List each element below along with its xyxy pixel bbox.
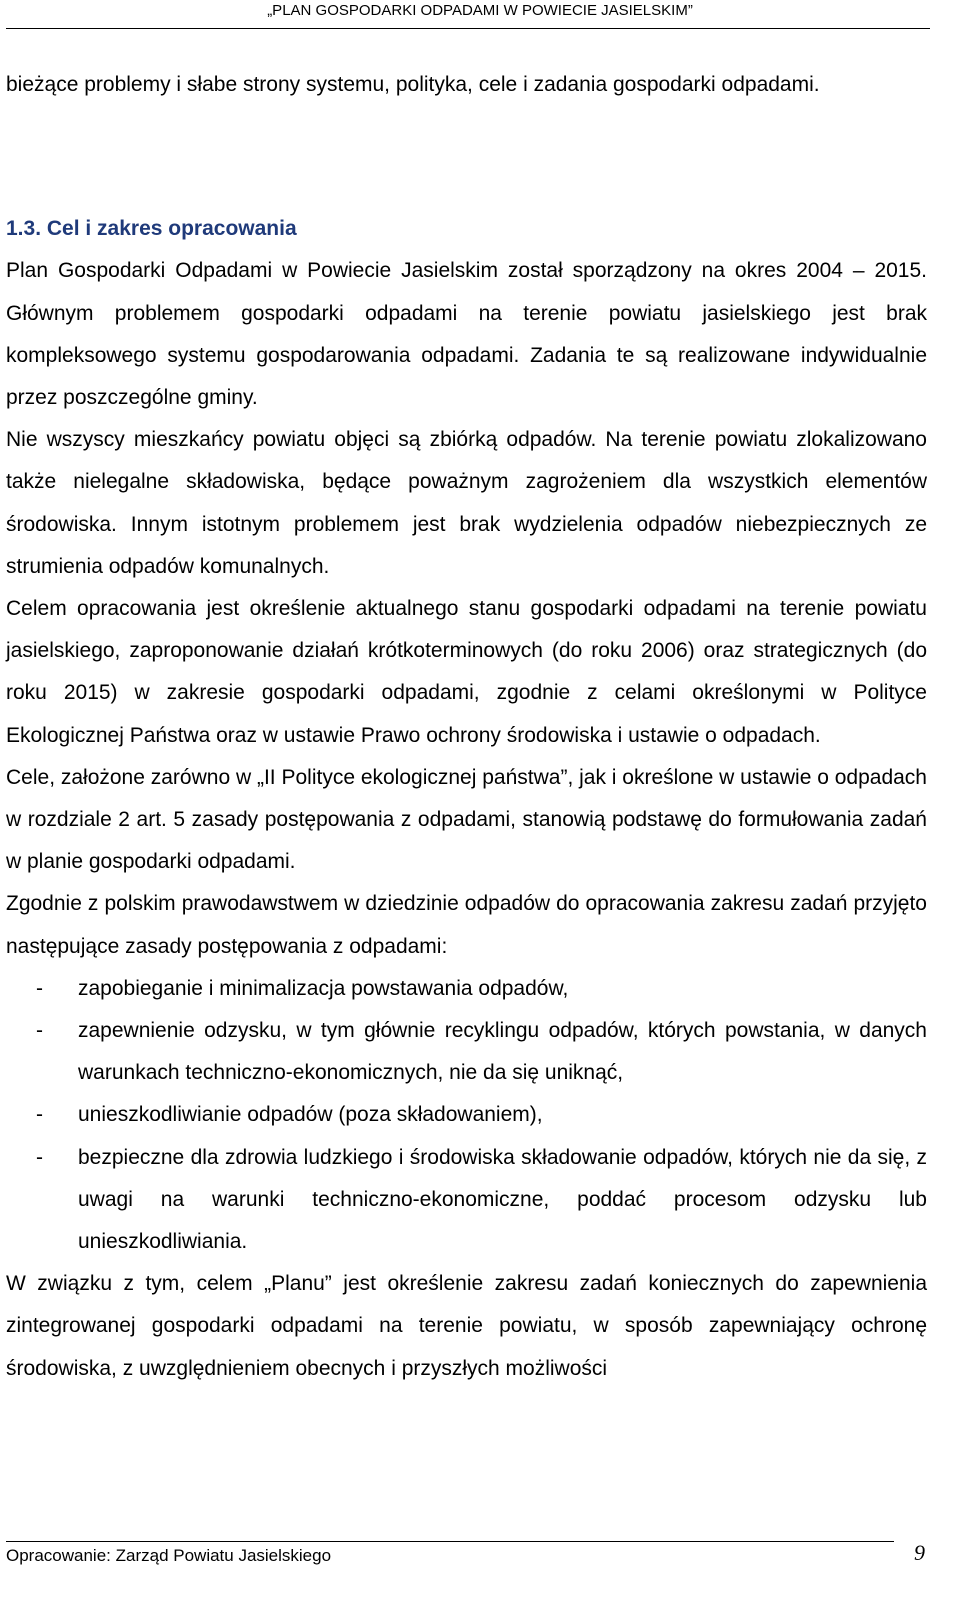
body-paragraph: Zgodnie z polskim prawodawstwem w dziedzinie odpadów do opracowania zakresu zadań przyjęto następujące zasady postępowania z odpadami: [6, 892, 927, 958]
list-bullet: - [36, 1145, 43, 1169]
body-paragraph: Cele, założone zarówno w „II Polityce ekologicznej państwa”, jak i określone w ustawie o odpadach w rozdziale 2 art. 5 zasady postępowania z odpadami, stanowią podstawę do formułowania zadań w planie gospodarki odpadami. [6, 765, 927, 874]
list-item-text: zapobieganie i minimalizacja powstawania odpadów, [78, 976, 569, 1000]
body-paragraph: Nie wszyscy mieszkańcy powiatu objęci są zbiórką odpadów. Na terenie powiatu zlokalizowano także nielegalne składowiska, będące poważnym zagrożeniem dla wszystkich elementów środowiska. Innym istotnym problemem jest brak wydzielenia odpadów niebezpiecznych ze strumienia odpadów komunalnych. [6, 428, 927, 578]
header-divider [6, 28, 930, 29]
list-bullet: - [36, 1019, 43, 1043]
document-body [6, 64, 927, 1390]
list-item-text: zapewnienie odzysku, w tym głównie recyklingu odpadów, których powstania, w danych warunkach techniczno-ekonomicznych, nie da się uniknąć, [78, 1019, 927, 1085]
closing-paragraph: W związku z tym, celem „Planu” jest określenie zakresu zadań koniecznych do zapewnienia zintegrowanej gospodarki odpadami na terenie powiatu, w sposób zapewniający ochronę środowiska, z uwzględnieniem obecnych i przyszłych możliwości [6, 1272, 927, 1380]
page-number: 9 [914, 1540, 925, 1565]
list-item [6, 968, 927, 1010]
list-bullet: - [36, 1103, 43, 1127]
intro-paragraph: bieżące problemy i słabe strony systemu, polityka, cele i zadania gospodarki odpadami. [6, 73, 820, 96]
principles-list [6, 968, 927, 1263]
running-header: „PLAN GOSPODARKI ODPADAMI W POWIECIE JASIELSKIM” [267, 2, 693, 19]
list-item-text: unieszkodliwianie odpadów (poza składowaniem), [78, 1103, 543, 1127]
footer-divider [6, 1541, 894, 1542]
list-item-text: bezpieczne dla zdrowia ludzkiego i środowiska składowanie odpadów, których nie da się, z uwagi na warunki techniczno-ekonomiczne, poddać procesom odzysku lub unieszkodliwiania. [78, 1145, 927, 1254]
section-heading: 1.3. Cel i zakres opracowania [6, 217, 297, 241]
body-paragraph: Plan Gospodarki Odpadami w Powiecie Jasielskim został sporządzony na okres 2004 – 2015. Głównym problemem gospodarki odpadami na terenie powiatu jasielskiego jest brak kompleksowego systemu gospodarowania odpadami. Zadania te są realizowane indywidualnie przez poszczególne gminy. [6, 259, 927, 410]
list-item [6, 1010, 927, 1094]
list-item [6, 1094, 927, 1136]
body-paragraph: Celem opracowania jest określenie aktualnego stanu gospodarki odpadami na terenie powiatu jasielskiego, zaproponowanie działań krótkoterminowych (do roku 2006) oraz strategicznych (do roku 2015) w zakresie gospodarki odpadami, zgodnie z celami określonymi w Polityce Ekologicznej Państwa oraz w ustawie Prawo ochrony środowiska i ustawie o odpadach. [6, 597, 927, 747]
list-bullet: - [36, 976, 43, 1000]
footer-author: Opracowanie: Zarząd Powiatu Jasielskiego [6, 1546, 332, 1565]
section-spacer [6, 106, 927, 208]
list-item [6, 1137, 927, 1264]
